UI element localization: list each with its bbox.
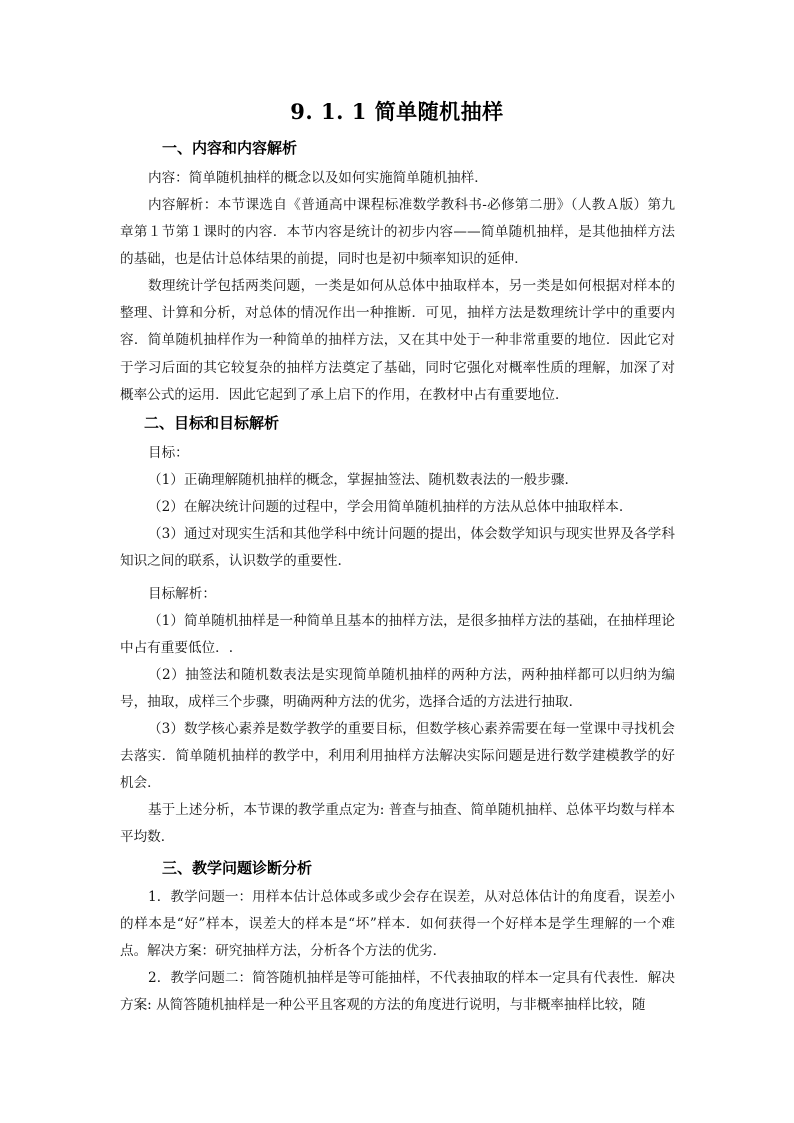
paragraph: （2）在解决统计问题的过程中，学会用简单随机抽样的方法从总体中抽取样本. xyxy=(148,499,624,515)
paragraph: 目标： xyxy=(148,445,189,461)
section-heading: 二、目标和目标解析 xyxy=(144,414,280,432)
paragraph: 1．教学问题一：用样本估计总体或多或少会存在误差，从对总体估计的角度看，误差小的样本是“好”样本，误差大的样本是“坏”样本．如何获得一个好样本是学生理解的一个难点。解决方案：研究抽样方法，分析各个方法的优劣． xyxy=(120,889,675,960)
paragraph: 内容解析：本节课选自《普通高中课程标准数学教科书-必修第二册》（人教Ａ版）第九章第１节第１课时的内容．本节内容是统计的初步内容——简单随机抽样，是其他抽样方法的基础，也是估计总体结果的前提，同时也是初中频率知识的延伸． xyxy=(120,197,675,268)
paragraph: 内容：简单随机抽样的概念以及如何实施简单随机抽样． xyxy=(148,170,488,186)
paragraph: （3）通过对现实生活和其他学科中统计问题的提出，体会数学知识与现实世界及各学科知识之间的联系，认识数学的重要性. xyxy=(120,526,675,570)
paragraph: 2．教学问题二：简答随机抽样是等可能抽样，不代表抽取的样本一定具有代表性．解决方案: 从简答随机抽样是一种公平且客观的方法的角度进行说明，与非概率抽样比较，随 xyxy=(120,970,675,1014)
paragraph: （1）简单随机抽样是一种简单且基本的抽样方法，是很多抽样方法的基础，在抽样理论中占有重要低位．. xyxy=(120,613,675,657)
section-heading: 三、教学问题诊断分析 xyxy=(162,859,313,877)
paragraph: 目标解析： xyxy=(148,586,216,602)
paragraph: （3）数学核心素养是数学教学的重要目标，但数学核心素养需要在每一堂课中寻找机会去落实．简单随机抽样的教学中，利用利用抽样方法解决实际问题是进行数学建模教学的好机会． xyxy=(120,721,675,792)
paragraph: 数理统计学包括两类问题，一类是如何从总体中抽取样本，另一类是如何根据对样本的整理、计算和分析，对总体的情况作出一种推断．可见，抽样方法是数理统计学中的重要内容．简单随机抽样作为一种简单的抽样方法，又在其中处于一种非常重要的地位．因此它对于学习后面的其它较复杂的抽样方法奠定了基础，同时它强化对概率性质的理解，加深了对概率公式的运用．因此它起到了承上启下的作用，在教材中占有重要地位． xyxy=(120,278,675,403)
paragraph: 基于上述分析，本节课的教学重点定为: 普查与抽查、简单随机抽样、总体平均数与样本平均数． xyxy=(120,802,675,846)
paragraph: （1）正确理解随机抽样的概念，掌握抽签法、随机数表法的一般步骤. xyxy=(148,472,569,488)
section-heading: 一、内容和内容解析 xyxy=(162,139,298,157)
paragraph: （2）抽签法和随机数表法是实现简单随机抽样的两种方法，两种抽样都可以归纳为编号，抽取，成样三个步骤，明确两种方法的优劣，选择合适的方法进行抽取． xyxy=(120,667,675,711)
page-title: 9. 1. 1 简单随机抽样 xyxy=(290,99,504,124)
